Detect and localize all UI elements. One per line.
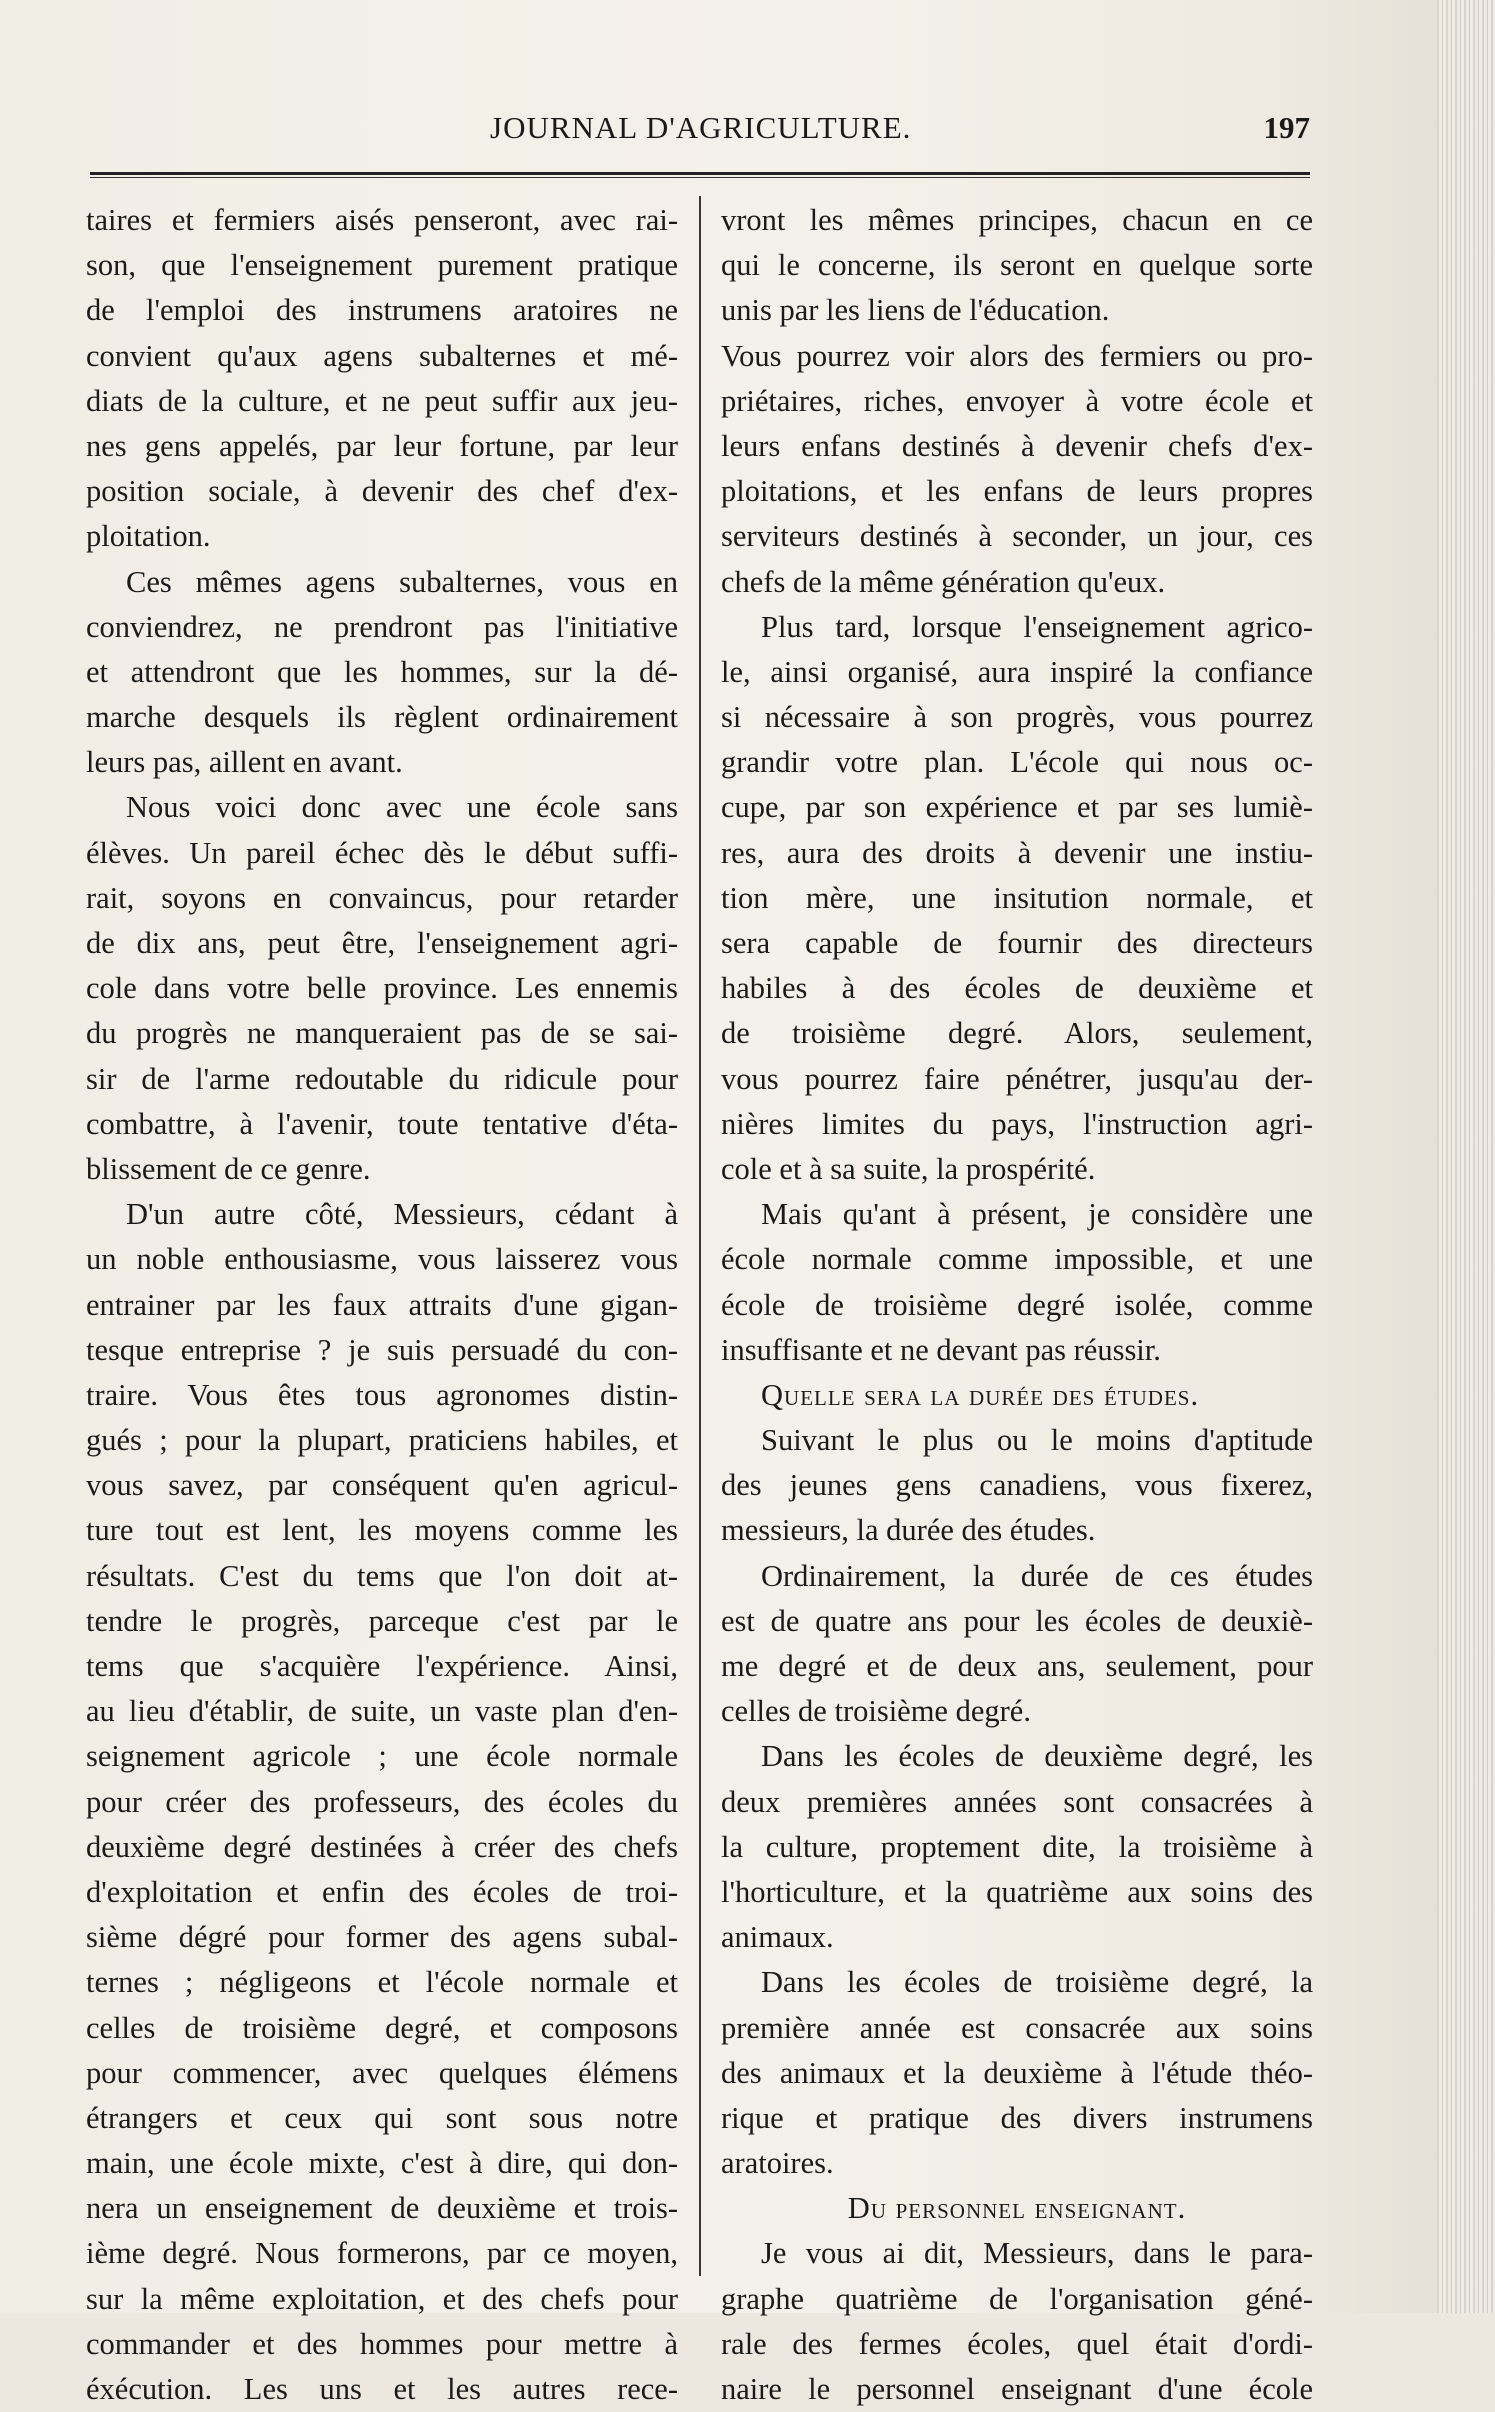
text-line: deuxième degré destinées à créer des chefs	[86, 1829, 678, 1864]
text-line: tems que s'acquière l'expérience. Ainsi,	[86, 1649, 678, 1683]
text-line: rait, soyons en convaincus, pour retarder	[86, 880, 678, 915]
left-column	[86, 198, 678, 2412]
page-number: 197	[1263, 110, 1310, 145]
text-line: Dans les écoles de troisième degré, la	[761, 1965, 1313, 2000]
text-line: l'horticulture, et la quatrième aux soins des	[721, 1874, 1313, 1909]
text-line: ternes ; négligeons et l'école normale et	[86, 1965, 678, 2000]
text-line: combattre, à l'avenir, toute tentative d'éta-	[86, 1106, 678, 1141]
text-line: ploitations, et les enfans de leurs propres	[721, 474, 1313, 509]
text-line: nières limites du pays, l'instruction agri-	[721, 1106, 1313, 1141]
text-line: ploitation.	[86, 519, 211, 554]
text-line: Ordinairement, la durée de ces études	[761, 1558, 1313, 1593]
text-line: leurs enfans destinés à devenir chefs d'ex-	[721, 428, 1313, 463]
text-line: Vous pourrez voir alors des fermiers ou pro-	[721, 338, 1313, 373]
text-line: du progrès ne manqueraient pas de se sai-	[86, 1016, 678, 1051]
text-line: traire. Vous êtes tous agronomes distin-	[86, 1377, 678, 1412]
text-line: la culture, proptement dite, la troisième à	[721, 1829, 1313, 1864]
text-line: au lieu d'établir, de suite, un vaste plan d'en-	[86, 1694, 678, 1729]
text-line: insuffisante et ne devant pas réussir.	[721, 1332, 1161, 1367]
text-line: ture tout est lent, les moyens comme les	[86, 1513, 678, 1548]
text-line: marche desquels ils règlent ordinairement	[86, 700, 678, 735]
text-line: de troisième degré. Alors, seulement,	[721, 1016, 1313, 1051]
text-line: élèves. Un pareil échec dès le début suffi-	[86, 835, 678, 870]
column-divider	[699, 196, 701, 2276]
text-line: grandir votre plan. L'école qui nous oc-	[721, 745, 1313, 780]
text-line: seignement agricole ; une école normale	[86, 1739, 678, 1774]
text-line: de l'emploi des instrumens aratoires ne	[86, 293, 678, 328]
text-line: tion mère, une insitution normale, et	[721, 880, 1313, 915]
text-line: habiles à des écoles de deuxième et	[721, 971, 1313, 1006]
text-line: celles de troisième degré.	[721, 1694, 1031, 1729]
running-head: JOURNAL D'AGRICULTURE.	[490, 110, 912, 145]
text-line: animaux.	[721, 1920, 834, 1955]
text-line: cole dans votre belle province. Les ennemis	[86, 971, 678, 1006]
text-line: qui le concerne, ils seront en quelque sorte	[721, 248, 1313, 283]
binding-edge	[1437, 0, 1495, 2313]
text-line: naire le personnel enseignant d'une école	[721, 2372, 1313, 2406]
text-line: si nécessaire à son progrès, vous pourrez	[721, 700, 1313, 735]
text-line: étrangers et ceux qui sont sous notre	[86, 2100, 678, 2135]
text-line: Ces mêmes agens subalternes, vous en	[126, 564, 678, 599]
text-line: sième dégré pour former des agens subal-	[86, 1920, 678, 1955]
text-line: résultats. C'est du tems que l'on doit at-	[86, 1558, 678, 1593]
text-line: cupe, par son expérience et par ses lumiè-	[721, 790, 1313, 825]
text-line: des jeunes gens canadiens, vous fixerez,	[721, 1468, 1313, 1503]
right-column	[721, 198, 1313, 2412]
section-heading: Du personnel enseignant.	[847, 2191, 1187, 2226]
text-line: graphe quatrième de l'organisation géné-	[721, 2281, 1313, 2316]
text-line: un noble enthousiasme, vous laisserez vous	[86, 1242, 678, 1277]
text-line: école normale comme impossible, et une	[721, 1242, 1313, 1277]
text-line: Dans les écoles de deuxième degré, les	[761, 1739, 1313, 1774]
text-line: blissement de ce genre.	[86, 1151, 371, 1186]
page-header	[90, 110, 1310, 160]
text-line: convient qu'aux agens subalternes et mé-	[86, 338, 678, 373]
text-line: priétaires, riches, envoyer à votre école et	[721, 383, 1313, 418]
text-line: leurs pas, aillent en avant.	[86, 745, 403, 780]
text-line: aratoires.	[721, 2146, 834, 2181]
text-line: tendre le progrès, parceque c'est par le	[86, 1603, 678, 1638]
text-line: cole et à sa suite, la prospérité.	[721, 1151, 1096, 1186]
text-line: commander et des hommes pour mettre à	[86, 2326, 678, 2361]
text-line: celles de troisième degré, et composons	[86, 2010, 678, 2045]
text-line: pour commencer, avec quelques élémens	[86, 2055, 678, 2090]
text-line: rique et pratique des divers instrumens	[721, 2100, 1313, 2135]
text-line: son, que l'enseignement purement pratique	[86, 248, 678, 283]
text-line: messieurs, la durée des études.	[721, 1513, 1096, 1548]
text-line: de dix ans, peut être, l'enseignement agri-	[86, 926, 678, 960]
text-line: éxécution. Les uns et les autres rece-	[86, 2372, 678, 2406]
text-line: tesque entreprise ? je suis persuadé du con-	[86, 1332, 678, 1367]
text-line: conviendrez, ne prendront pas l'initiative	[86, 609, 678, 644]
header-rule	[90, 172, 1310, 178]
text-line: rale des fermes écoles, quel était d'ordi-	[721, 2326, 1313, 2361]
text-line: ième degré. Nous formerons, par ce moyen,	[86, 2236, 678, 2271]
text-line: D'un autre côté, Messieurs, cédant à	[126, 1197, 678, 1232]
text-line: d'exploitation et enfin des écoles de troi-	[86, 1874, 678, 1909]
text-line: me degré et de deux ans, seulement, pour	[721, 1649, 1313, 1683]
text-line: serviteurs destinés à seconder, un jour, ces	[721, 519, 1313, 554]
text-line: vous savez, par conséquent qu'en agricul-	[86, 1468, 678, 1503]
text-line: vront les mêmes principes, chacun en ce	[721, 203, 1313, 237]
text-line: le, ainsi organisé, aura inspiré la confiance	[721, 654, 1313, 689]
section-heading: Quelle sera la durée des études.	[761, 1377, 1200, 1412]
text-line: est de quatre ans pour les écoles de deuxiè-	[721, 1603, 1313, 1638]
text-line: taires et fermiers aisés penseront, avec rai-	[86, 203, 678, 237]
text-line: nera un enseignement de deuxième et trois-	[86, 2191, 678, 2226]
text-line: gués ; pour la plupart, praticiens habiles, et	[86, 1423, 678, 1458]
text-line: vous pourrez faire pénétrer, jusqu'au der-	[721, 1061, 1313, 1096]
text-line: Plus tard, lorsque l'enseignement agrico-	[761, 609, 1313, 644]
text-line: Je vous ai dit, Messieurs, dans le para-	[761, 2236, 1313, 2271]
text-line: unis par les liens de l'éducation.	[721, 293, 1110, 328]
text-line: main, une école mixte, c'est à dire, qui don-	[86, 2146, 678, 2181]
text-line: chefs de la même génération qu'eux.	[721, 564, 1166, 599]
text-line: et attendront que les hommes, sur la dé-	[86, 654, 678, 689]
text-line: Mais qu'ant à présent, je considère une	[761, 1197, 1313, 1232]
text-line: sera capable de fournir des directeurs	[721, 926, 1313, 960]
text-line: sir de l'arme redoutable du ridicule pour	[86, 1061, 678, 1096]
text-line: deux premières années sont consacrées à	[721, 1784, 1313, 1819]
text-line: res, aura des droits à devenir une instiu-	[721, 835, 1313, 870]
text-line: pour créer des professeurs, des écoles du	[86, 1784, 678, 1819]
text-line: diats de la culture, et ne peut suffir aux jeu-	[86, 383, 678, 418]
text-line: Nous voici donc avec une école sans	[126, 790, 678, 825]
text-line: entrainer par les faux attraits d'une gigan-	[86, 1287, 678, 1322]
text-line: première année est consacrée aux soins	[721, 2010, 1313, 2045]
text-line: sur la même exploitation, et des chefs pour	[86, 2281, 678, 2316]
text-line: position sociale, à devenir des chef d'ex-	[86, 474, 678, 509]
text-line: Suivant le plus ou le moins d'aptitude	[761, 1423, 1313, 1458]
text-line: école de troisième degré isolée, comme	[721, 1287, 1313, 1322]
text-line: nes gens appelés, par leur fortune, par leur	[86, 428, 678, 463]
text-line: des animaux et la deuxième à l'étude théo-	[721, 2055, 1313, 2090]
